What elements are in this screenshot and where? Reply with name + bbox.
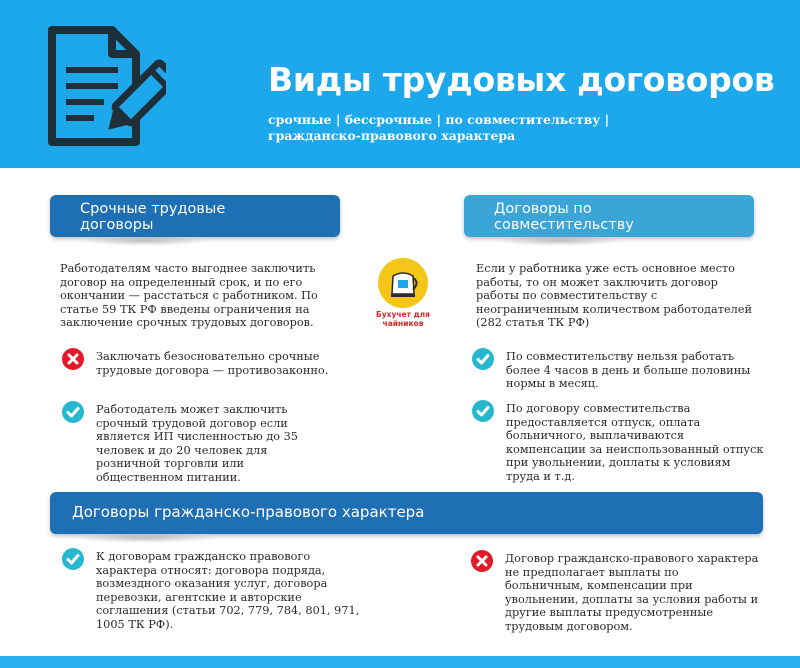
check-icon — [62, 401, 84, 423]
item-text: Заключать безосновательно срочные трудовые договора — противозаконно. — [96, 350, 329, 377]
section-title: Договоры по совместительству — [494, 201, 634, 233]
cross-icon — [62, 348, 84, 370]
civil-law-item-2 — [471, 552, 771, 633]
part-time-item-2 — [472, 402, 764, 483]
fixed-term-item-1 — [62, 350, 332, 377]
check-icon — [62, 548, 84, 570]
heading-shadow — [494, 236, 624, 246]
item-text: Работодатель может заключить срочный трудовой договор если является ИП численностью до 35 человек и до 20 человек для розничной торговли или общественном питании. — [96, 403, 298, 484]
check-icon — [472, 400, 494, 422]
cross-icon — [471, 550, 493, 572]
item-text: Договор гражданско-правового характера не предполагает выплаты по больничным, компенсации при увольнении, доплаты за условия работы и другие выплаты предусмотренные трудовым договором. — [505, 552, 759, 633]
section-heading-fixed-term — [50, 195, 340, 237]
fixed-term-intro: Работодателям часто выгоднее заключить договор на определенный срок, и по его окончании — расстаться с работником. По статье 59 ТК РФ введены ограничения на заключение срочных трудовых договоров. — [60, 262, 318, 329]
fixed-term-item-2 — [62, 403, 334, 484]
logo-text: Бухучет для чайников — [376, 310, 430, 328]
part-time-intro: Если у работника уже есть основное место работы, то он может заключить договор работы по совместительству с неограниченным количеством работодателей (282 статья ТК РФ) — [476, 262, 753, 329]
footer-bar — [0, 656, 800, 668]
civil-law-item-1 — [62, 550, 362, 631]
page-title: Виды трудовых договоров — [268, 60, 775, 99]
item-text: По совместительству нельзя работать более 4 часов в день и больше половины нормы в месяц. — [506, 350, 751, 390]
section-heading-part-time — [464, 195, 754, 237]
check-icon — [472, 348, 494, 370]
page-subtitle: срочные | бессрочные | по совместительству | гражданско-правового характера — [268, 112, 610, 143]
heading-shadow — [80, 236, 210, 246]
part-time-item-1 — [472, 350, 764, 391]
brand-logo — [368, 258, 438, 328]
heading-shadow — [70, 533, 220, 543]
header-banner — [0, 0, 800, 168]
section-heading-civil-law — [50, 492, 763, 534]
item-text: К договорам гражданско правового характера относят: договора подряда, возмездного оказания услуг, договора перевозки, агентские и авторские соглашения (статьи 702, 779, 784, 801, 971, 1005 ТК РФ). — [96, 550, 360, 631]
kettle-icon — [378, 258, 428, 308]
section-title: Договоры гражданско-правового характера — [72, 503, 425, 521]
section-title: Срочные трудовые договоры — [80, 201, 226, 233]
item-text: По договору совместительства предоставляется отпуск, оплата больничного, выплачиваются компенсации за неиспользованный отпуск при увольнении, доплаты к условиям труда и т.д. — [506, 402, 764, 483]
document-pencil-icon — [46, 22, 166, 150]
